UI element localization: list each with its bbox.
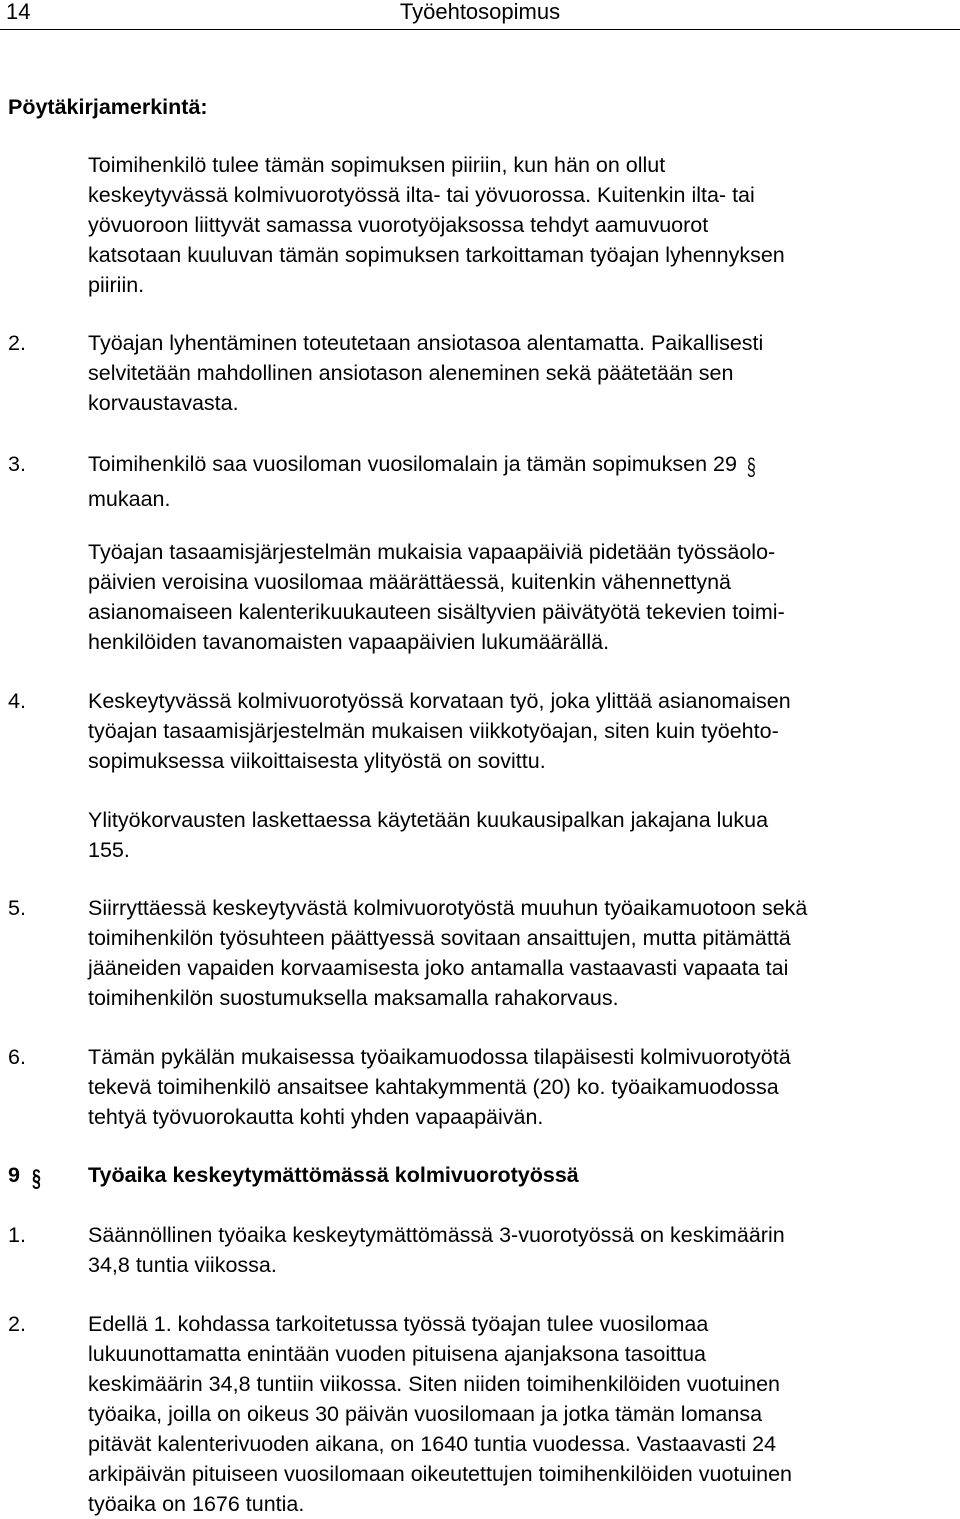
text-line: jääneiden vapaiden korvaamisesta joko antamalla vastaavasti vapaata tai: [88, 956, 789, 980]
note-paragraph: [88, 150, 785, 300]
note-heading: Pöytäkirjamerkintä:: [8, 95, 208, 119]
text-line: katsotaan kuuluvan tämän sopimuksen tarkoittaman työajan lyhennyksen: [88, 243, 785, 267]
item-number: 6.: [8, 1045, 26, 1069]
document-title: Työehtosopimus: [399, 0, 561, 24]
section-sign: §: [31, 1166, 41, 1192]
text-span: Toimihenkilö saa vuosiloman vuosilomalain ja tämän sopimuksen 29: [88, 452, 737, 476]
item-6-paragraph: [88, 1042, 791, 1132]
text-line: mukaan.: [88, 487, 171, 511]
text-line: Säännöllinen työaika keskeytymättömässä 3-vuorotyössä on keskimäärin: [88, 1223, 785, 1247]
text-line: Työajan tasaamisjärjestelmän mukaisia vapaapäiviä pidetään työssäolo-: [88, 540, 776, 564]
item-3-paragraph: [88, 449, 756, 514]
section-9-item-1-paragraph: [88, 1220, 785, 1280]
section-number: 9: [8, 1163, 20, 1187]
page-number: 14: [6, 0, 31, 24]
item-4-paragraph-2: [88, 805, 768, 865]
text-line: työajan tasaamisjärjestelmän mukaisen viikkotyöajan, siten kuin työehto-: [88, 719, 779, 743]
item-5-paragraph: [88, 893, 807, 1013]
section-sign: §: [746, 455, 756, 481]
text-line: pitävät kalenterivuoden aikana, on 1640 tuntia vuodessa. Vastaavasti 24: [88, 1432, 777, 1456]
item-number: 3.: [8, 452, 26, 476]
text-line: [88, 449, 756, 484]
text-line: selvitetään mahdollinen ansiotason aleneminen sekä päätetään sen: [88, 361, 734, 385]
text-line: keskeytyvässä kolmivuorotyössä ilta- tai yövuorossa. Kuitenkin ilta- tai: [88, 183, 755, 207]
item-number: 2.: [8, 1312, 26, 1336]
text-line: työaika, joilla on oikeus 30 päivän vuosilomaan ja jotka tämän lomansa: [88, 1402, 763, 1426]
section-9-item-2-paragraph: [88, 1309, 792, 1519]
text-line: keskimäärin 34,8 tuntiin viikossa. Siten niiden toimihenkilöiden vuotuinen: [88, 1372, 780, 1396]
text-line: Työajan lyhentäminen toteutetaan ansiotasoa alentamatta. Paikallisesti: [88, 331, 764, 355]
item-number: 2.: [8, 331, 26, 355]
text-line: yövuoroon liittyvät samassa vuorotyöjaksossa tehdyt aamuvuorot: [88, 213, 709, 237]
text-line: toimihenkilön työsuhteen päättyessä sovitaan ansaittujen, mutta pitämättä: [88, 926, 791, 950]
item-2-paragraph: [88, 328, 763, 418]
text-line: työaika on 1676 tuntia.: [88, 1492, 305, 1516]
text-line: korvaustavasta.: [88, 391, 239, 415]
text-line: Keskeytyvässä kolmivuorotyössä korvataan työ, joka ylittää asianomaisen: [88, 689, 791, 713]
text-line: toimihenkilön suostumuksella maksamalla rahakorvaus.: [88, 986, 619, 1010]
text-line: henkilöiden tavanomaisten vapaapäivien lukumäärällä.: [88, 630, 610, 654]
text-line: päivien veroisina vuosilomaa määrättäessä, kuitenkin vähennettynä: [88, 570, 731, 594]
section-heading-title: Työaika keskeytymättömässä kolmivuorotyössä: [88, 1163, 579, 1187]
item-3-paragraph-2: [88, 537, 785, 657]
item-number: 4.: [8, 689, 26, 713]
text-line: tekevä toimihenkilö ansaitsee kahtakymmentä (20) ko. työaikamuodossa: [88, 1075, 779, 1099]
text-line: 34,8 tuntia viikossa.: [88, 1253, 277, 1277]
text-line: sopimuksessa viikoittaisesta ylityöstä on sovittu.: [88, 749, 546, 773]
page-header: [0, 0, 960, 30]
text-line: arkipäivän pituiseen vuosilomaan oikeutettujen toimihenkilöiden vuotuinen: [88, 1462, 792, 1486]
text-line: Tämän pykälän mukaisessa työaikamuodossa tilapäisesti kolmivuorotyötä: [88, 1045, 791, 1069]
text-line: tehtyä työvuorokautta kohti yhden vapaapäivän.: [88, 1105, 544, 1129]
text-line: Siirryttäessä keskeytyvästä kolmivuorotyöstä muuhun työaikamuotoon sekä: [88, 896, 808, 920]
section-heading-number: [8, 1160, 41, 1195]
item-number: 5.: [8, 896, 26, 920]
text-line: lukuunottamatta enintään vuoden pituisena ajanjaksona tasoittua: [88, 1342, 706, 1366]
text-line: Edellä 1. kohdassa tarkoitetussa työssä työajan tulee vuosilomaa: [88, 1312, 709, 1336]
text-line: 155.: [88, 838, 130, 862]
item-4-paragraph: [88, 686, 791, 776]
text-line: Toimihenkilö tulee tämän sopimuksen piiriin, kun hän on ollut: [88, 153, 666, 177]
text-line: Ylityökorvausten laskettaessa käytetään kuukausipalkan jakajana lukua: [88, 808, 769, 832]
text-line: piiriin.: [88, 273, 145, 297]
text-line: asianomaiseen kalenterikuukauteen sisältyvien päivätyötä tekevien toimi-: [88, 600, 785, 624]
item-number: 1.: [8, 1223, 26, 1247]
